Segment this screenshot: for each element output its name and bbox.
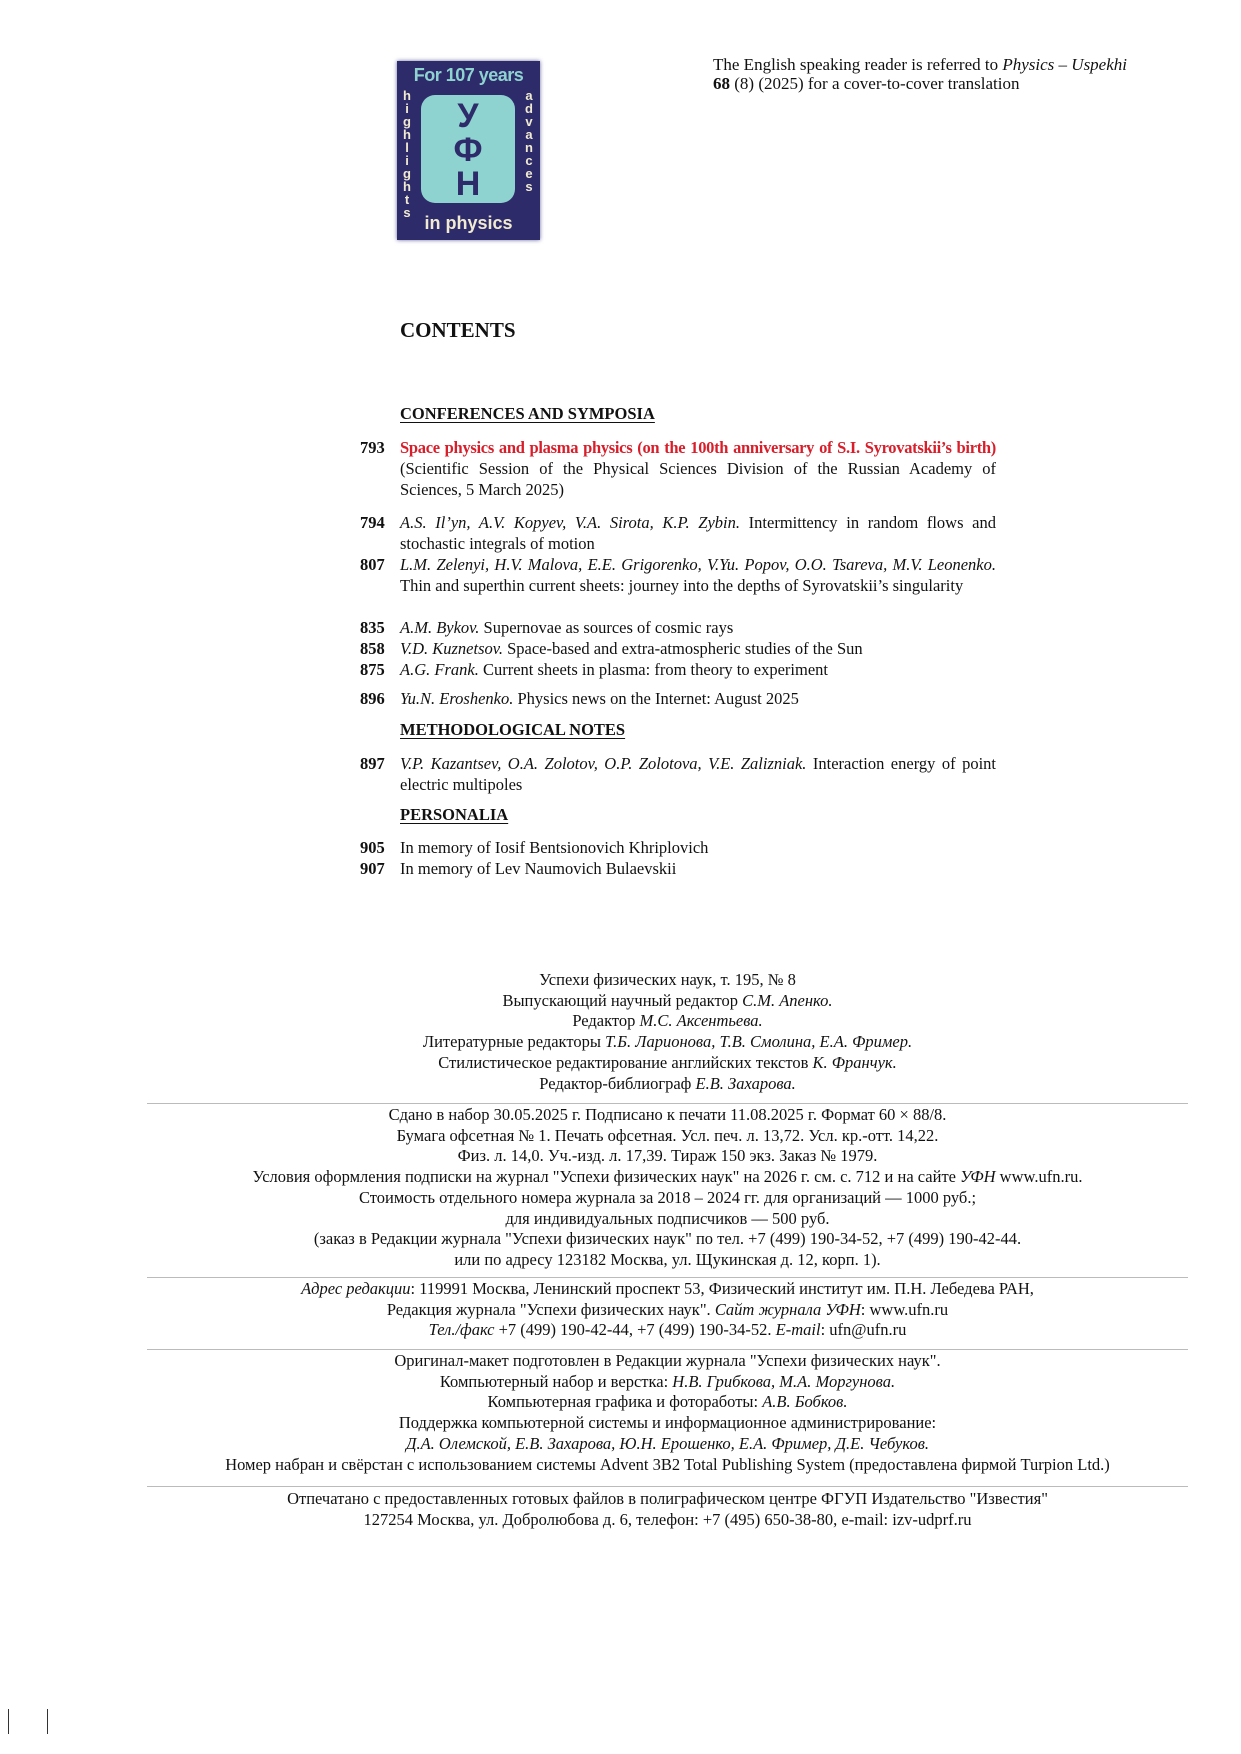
entry-authors: A.S. Il’yn, A.V. Kopyev, V.A. Sirota, K.P. Zybin. (400, 513, 740, 532)
text: : ufn@ufn.ru (820, 1320, 907, 1340)
imprint-line (147, 1300, 1188, 1321)
logo-right-vertical-text: a d v a n c e s (525, 88, 533, 194)
entry-authors: V.P. Kazantsev, O.A. Zolotov, O.P. Zolotova, V.E. Zalizniak. (400, 754, 807, 773)
imprint-line (147, 970, 1188, 991)
contents-entry[interactable] (360, 554, 996, 596)
page-number: 835 (360, 618, 385, 637)
text: Сдано в набор 30.05.2025 г. Подписано к печати 11.08.2025 г. Формат 60 × 88/8. (388, 1105, 947, 1124)
contents-entry[interactable] (360, 688, 996, 709)
imprint-line (147, 1455, 1188, 1476)
entry-authors: Yu.N. Eroshenko. (400, 689, 514, 708)
imprint-line (147, 1489, 1188, 1510)
imprint-line (147, 1320, 1188, 1341)
page-number: 794 (360, 513, 385, 532)
italic-text: М.С. Аксентьева. (639, 1011, 763, 1031)
logo-left-vertical-text: h i g h l i g h t s (403, 88, 411, 220)
page-number: 807 (360, 555, 385, 574)
entry-title: In memory of Lev Naumovich Bulaevskii (400, 859, 677, 878)
imprint-line (147, 1126, 1188, 1147)
imprint-line (147, 1250, 1188, 1271)
entry-title: Supernovae as sources of cosmic rays (479, 618, 734, 637)
italic-text: УФН (960, 1167, 996, 1187)
text: : 119991 Москва, Ленинский проспект 53, Физический институт им. П.Н. Лебедева РАН, (410, 1279, 1034, 1298)
imprint-address (147, 1279, 1188, 1341)
page-title: CONTENTS (400, 318, 516, 342)
page-number: 907 (360, 859, 385, 878)
entry-title: Thin and superthin current sheets: journey into the depths of Syrovatskii’s singularity (400, 576, 964, 595)
text: Номер набран и свёрстан с использованием системы Advent 3B2 Total Publishing System (предоставлена фирмой Turpion Ltd.) (225, 1454, 1110, 1474)
text: 127254 Москва, ул. Добролюбова д. 6, телефон: +7 (495) 650-38-80, e-mail: izv-udprf.ru (363, 1509, 972, 1529)
entry-authors: A.G. Frank. (400, 660, 479, 679)
imprint-line (147, 1146, 1188, 1167)
entry-title: Current sheets in plasma: from theory to experiment (478, 660, 828, 679)
contents-entry[interactable] (360, 837, 996, 858)
page-number: 897 (360, 754, 385, 773)
logo-top-text: For 107 years (413, 65, 524, 85)
contents-entry[interactable] (360, 753, 996, 795)
text: Стоимость отдельного номера журнала за 2018 – 2024 гг. для организаций — 1000 руб.; (358, 1187, 977, 1207)
imprint-line (147, 1188, 1188, 1209)
imprint-line (147, 1167, 1188, 1188)
text: Условия оформления подписки на журнал "Успехи физических наук" на 2026 г. см. с. 712 и на сайте (252, 1167, 961, 1187)
page-number: 793 (360, 438, 385, 457)
italic-text: Е.В. Захарова. (695, 1073, 796, 1093)
imprint-line (147, 1392, 1188, 1413)
divider (147, 1349, 1188, 1350)
page-number: 905 (360, 838, 385, 857)
section-heading-conferences: CONFERENCES AND SYMPOSIA (400, 404, 655, 423)
imprint-print (147, 1105, 1188, 1271)
entry-title: In memory of Iosif Bentsionovich Khriplovich (400, 838, 709, 857)
imprint-line (147, 1011, 1188, 1032)
divider (147, 1103, 1188, 1104)
text: Выпускающий научный редактор (502, 990, 743, 1010)
divider (147, 1486, 1188, 1487)
entry-authors: L.M. Zelenyi, H.V. Malova, E.E. Grigorenko, V.Yu. Popov, O.O. Tsareva, M.V. Leonenko. (400, 555, 996, 574)
text: : www.ufn.ru (860, 1299, 949, 1319)
imprint-line (147, 1229, 1188, 1250)
italic-text: E-mail (775, 1320, 821, 1340)
imprint-line (147, 1209, 1188, 1230)
text: Компьютерный набор и верстка: (439, 1371, 673, 1391)
crop-mark (8, 1709, 9, 1734)
italic-text: А.В. Бобков. (762, 1392, 848, 1412)
entry-title: Physics news on the Internet: August 2025 (513, 689, 799, 708)
italic-text: Сайт журнала УФН (714, 1299, 861, 1319)
contents-entry[interactable] (360, 858, 996, 879)
entry-title: (Scientific Session of the Physical Sciences Division of the Russian Academy of Sciences, 5 March 2025) (400, 459, 996, 499)
text: для индивидуальных подписчиков — 500 руб. (505, 1208, 830, 1228)
imprint-line (147, 1279, 1188, 1300)
reference-journal: Physics – Uspekhi (1002, 55, 1127, 74)
translation-reference (713, 55, 1127, 93)
imprint-line (147, 1074, 1188, 1095)
crop-mark (47, 1709, 48, 1734)
text: Компьютерная графика и фотоработы: (487, 1392, 763, 1412)
imprint-editors (147, 970, 1188, 1094)
text: Стилистическое редактирование английских текстов (438, 1052, 813, 1072)
page-number: 858 (360, 639, 385, 658)
divider (147, 1277, 1188, 1278)
italic-text: С.М. Апенко. (742, 990, 833, 1010)
contents-entry[interactable] (360, 638, 996, 659)
contents-entry[interactable] (360, 437, 996, 500)
journal-logo (397, 61, 540, 240)
entry-title: Interaction energy of point electric multipoles (400, 754, 996, 794)
italic-text: К. Франчук. (812, 1052, 897, 1072)
logo-monogram: У Ф Н (453, 97, 483, 203)
text: Оригинал-макет подготовлен в Редакции журнала "Успехи физических наук". (394, 1351, 941, 1370)
italic-text: Д.А. Олемской, Е.В. Захарова, Ю.Н. Ерошенко, Е.А. Фример, Д.Е. Чебуков. (405, 1433, 929, 1453)
contents-entry[interactable] (360, 512, 996, 554)
italic-text: Адрес редакции (301, 1279, 411, 1298)
imprint-printing (147, 1489, 1188, 1530)
section-heading-methodological: METHODOLOGICAL NOTES (400, 720, 626, 739)
imprint-layout (147, 1351, 1188, 1475)
text: Редактор-библиограф (539, 1073, 696, 1093)
reference-volume: 68 (713, 74, 730, 93)
imprint-line (147, 1372, 1188, 1393)
italic-text: Тел./факс (428, 1320, 495, 1340)
logo-bottom-text: in physics (424, 213, 513, 233)
text: Успехи физических наук, т. 195, № 8 (539, 970, 796, 989)
text: +7 (499) 190-42-44, +7 (499) 190-34-52. (494, 1320, 776, 1340)
imprint-line (147, 1351, 1188, 1372)
contents-entry[interactable] (360, 617, 996, 638)
italic-text: Н.В. Грибкова, М.А. Моргунова. (672, 1371, 896, 1391)
imprint-line (147, 1032, 1188, 1053)
entry-authors: A.M. Bykov. (400, 618, 480, 637)
page-number: 896 (360, 689, 385, 708)
imprint-line (147, 1413, 1188, 1434)
reference-text: The English speaking reader is referred to (713, 55, 1003, 74)
text: Отпечатано с предоставленных готовых файлов в полиграфическом центре ФГУП Издательство "Известия" (287, 1489, 1048, 1508)
contents-entry[interactable] (360, 659, 996, 680)
text: www.ufn.ru. (995, 1167, 1083, 1187)
section-heading-personalia: PERSONALIA (400, 805, 509, 824)
text: Литературные редакторы (422, 1032, 606, 1052)
entry-title: Intermittency in random flows and stochastic integrals of motion (400, 513, 996, 553)
text: (заказ в Редакции журнала "Успехи физических наук" по тел. +7 (499) 190-34-52, +7 (499) 190-42-44. (313, 1229, 1022, 1249)
entry-authors: V.D. Kuznetsov. (400, 639, 503, 658)
imprint-line (147, 991, 1188, 1012)
text: Редактор (572, 1011, 640, 1031)
reference-text-2: (8) (2025) for a cover-to-cover translation (730, 74, 1020, 93)
imprint-line (147, 1510, 1188, 1531)
highlight-title[interactable]: Space physics and plasma physics (on the 100th anniversary of S.I. Syrovatskii’s birth) (400, 438, 996, 457)
text: Редакция журнала "Успехи физических наук". (386, 1299, 715, 1319)
text: Бумага офсетная № 1. Печать офсетная. Усл. печ. л. 13,72. Усл. кр.-отт. 14,22. (396, 1125, 939, 1145)
text: Поддержка компьютерной системы и информационное администрирование: (398, 1413, 937, 1433)
imprint-line (147, 1053, 1188, 1074)
page-number: 875 (360, 660, 385, 679)
italic-text: Т.Б. Ларионова, Т.В. Смолина, Е.А. Фример. (605, 1032, 913, 1052)
text: или по адресу 123182 Москва, ул. Щукинская д. 12, корп. 1). (454, 1249, 881, 1269)
imprint-line (147, 1434, 1188, 1455)
entry-title: Space-based and extra-atmospheric studies of the Sun (502, 639, 863, 658)
imprint-line (147, 1105, 1188, 1126)
text: Физ. л. 14,0. Уч.-изд. л. 17,39. Тираж 150 экз. Заказ № 1979. (457, 1146, 878, 1166)
